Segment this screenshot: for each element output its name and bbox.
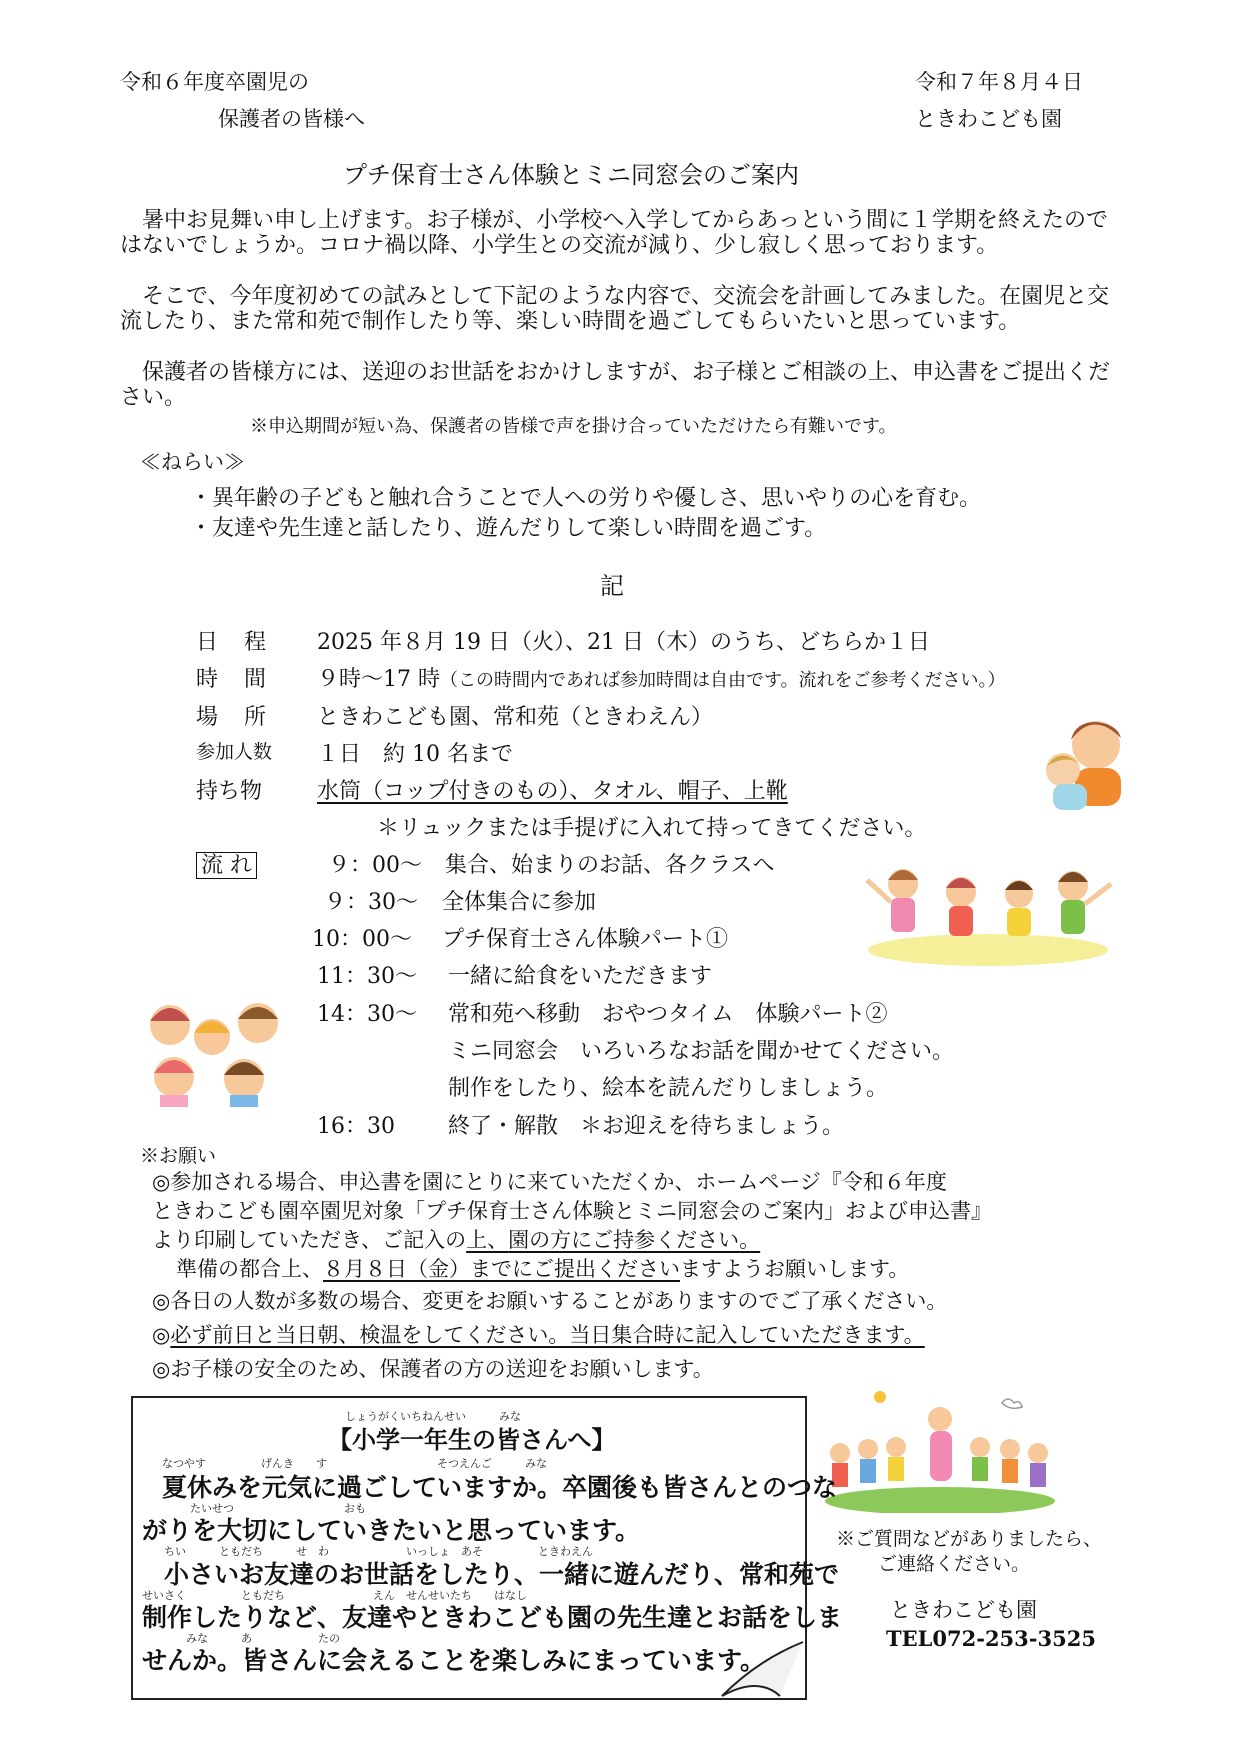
items-value: 水筒（コップ付きのもの）、タオル、帽子、上靴	[317, 779, 788, 804]
flow-label	[196, 848, 257, 879]
message-line3-ruby: ちい ともだち せ わ いっしょ あそ ときわえん	[164, 1545, 593, 1558]
flow-desc: プチ保育士さん体験パート①	[442, 927, 729, 952]
request-1-line4	[176, 1253, 909, 1283]
intro-note: ※申込期間が短い為、保護者の皆様で声を掛け合っていただけたら有難いです。	[250, 416, 897, 437]
request-1-line4-post: ますようお願いします。	[680, 1257, 910, 1281]
flow-time: 14：30～	[317, 1002, 417, 1027]
request-1-line2: ときわこども園卒園児対象「プチ保育士さん体験とミニ同窓会のご案内」および申込書』	[152, 1199, 992, 1223]
flow-desc: 一緒に給食をいただきます	[448, 964, 713, 989]
intro-paragraph-1: 暑中お見舞い申し上げます。お子様が、小学校へ入学してからあっという間に１学期を終えたのではないでしょうか。コロナ禍以降、小学生との交流が減り、少し寂しく思っております。	[120, 208, 1109, 258]
time-value	[317, 662, 1006, 693]
items-label: 持ち物	[196, 779, 263, 804]
request-2: ◎各日の人数が多数の場合、変更をお願いすることがありますのでご了承ください。	[152, 1289, 948, 1313]
place-value: ときわこども園、常和苑（ときわえん）	[317, 705, 714, 730]
flow-desc: 集合、始まりのお話、各クラスへ	[445, 853, 775, 878]
request-1-line3-pre: より印刷していただき、ご記入の	[152, 1228, 467, 1252]
flow-desc: 全体集合に参加	[442, 890, 597, 915]
request-3	[152, 1319, 925, 1349]
recipient-line2: 保護者の皆様へ	[218, 107, 365, 131]
contact-note-line1: ※ご質問などがありましたら、	[836, 1528, 1103, 1550]
count-label: 参加人数	[196, 741, 273, 763]
flow-desc: 常和苑へ移動 おやつタイム 体験パート②	[448, 1002, 888, 1027]
intro-paragraph-2: そこで、今年度初めての試みとして下記のような内容で、交流会を計画してみました。在園児と交流したり、また常和苑で制作したり等、楽しい時間を過ごしてもらいたいと思っています。	[120, 284, 1110, 334]
message-line2: がりを大切にしていきたいと思っています。	[142, 1516, 641, 1545]
flow-label-box: 流 れ	[196, 852, 257, 879]
flow-desc: 終了・解散 ＊お迎えを待ちましょう。	[448, 1114, 845, 1139]
ki-heading: 記	[600, 572, 624, 600]
message-line3: 小さいお友達のお世話をしたり、一緒に遊んだり、常和苑で	[164, 1560, 840, 1589]
children-faces-illustration	[140, 995, 300, 1110]
contact-phone: TEL072-253-3525	[886, 1626, 1096, 1651]
message-line5: せんか。皆さんに会えることを楽しみにまっています。	[142, 1646, 766, 1675]
request-1-line1: ◎参加される場合、申込書を園にとりに来ていただくか、ホームページ『令和６年度	[152, 1170, 947, 1194]
contact-name: ときわこども園	[890, 1598, 1037, 1622]
flow-time: 16：30	[317, 1114, 395, 1139]
flow-time: ９：00～	[328, 853, 422, 878]
request-1-line3	[152, 1224, 760, 1254]
count-value: １日 約 10 名まで	[317, 742, 513, 767]
message-line5-ruby: みな あ たの	[142, 1632, 340, 1645]
message-line1: 夏休みを元気に過ごしていますか。卒園後も皆さんとのつな	[162, 1473, 838, 1502]
contact-note-line2: ご連絡ください。	[878, 1553, 1031, 1575]
message-heading-ruby: しょうがくいちねんせい みな	[345, 1410, 521, 1423]
family-group-illustration	[820, 1383, 1060, 1513]
time-range: ９時～17 時	[317, 667, 440, 692]
flow-desc: 制作をしたり、絵本を読んだりしましょう。	[448, 1076, 889, 1101]
children-waving-illustration	[853, 850, 1123, 970]
issue-date: 令和７年８月４日	[915, 70, 1083, 94]
message-line2-ruby: たいせつ おも	[190, 1502, 366, 1515]
aims-heading: ≪ねらい≫	[140, 450, 245, 474]
message-line4: 制作したりなど、友達やときわこども園の先生達とお話をしま	[142, 1603, 843, 1632]
recipient-line1: 令和６年度卒園児の	[120, 70, 309, 94]
aim-item-2: ・友達や先生達と話したり、遊んだりして楽しい時間を過ごす。	[190, 516, 827, 541]
message-heading: 【小学一年生の皆さんへ】	[328, 1426, 616, 1454]
page-title: プチ保育士さん体験とミニ同窓会のご案内	[343, 161, 799, 189]
place-label: 場 所	[196, 705, 269, 730]
message-line1-ruby: なつやす げんき す そつえんご みな	[162, 1457, 547, 1470]
request-1-line4-pre: 準備の都合上、	[176, 1257, 323, 1281]
request-1-line3-u1: 上、	[466, 1228, 509, 1252]
sender-name: ときわこども園	[915, 107, 1062, 131]
items-note: ＊リュックまたは手提げに入れて持ってきてください。	[377, 816, 927, 841]
request-3-text: 必ず前日と当日朝、検温をしてください。当日集合時に記入していただきます。	[170, 1323, 925, 1347]
flow-time: 11：30～	[317, 964, 417, 989]
request-deadline: ８月８日（金）までにご提出ください	[323, 1257, 680, 1281]
mother-child-illustration	[1033, 710, 1133, 820]
requests-heading: ※お願い	[140, 1145, 217, 1167]
message-line4-ruby: せいさく ともだち えん せんせいたち はなし	[142, 1589, 527, 1602]
aim-item-1: ・異年齢の子どもと触れ合うことで人への労りや優しさ、思いやりの心を育む。	[190, 486, 982, 511]
time-label: 時 間	[196, 667, 269, 692]
flow-time: ９：30～	[324, 890, 418, 915]
request-3-mark: ◎	[152, 1323, 171, 1347]
time-note: （この時間内であれば参加時間は自由です。流れをご参考ください。）	[440, 670, 1006, 691]
schedule-value: 2025 年８月 19 日（火）、21 日（木）のうち、どちらか１日	[317, 630, 930, 655]
flow-desc: ミニ同窓会 いろいろなお話を聞かせてください。	[448, 1039, 955, 1064]
request-4: ◎お子様の安全のため、保護者の方の送迎をお願いします。	[152, 1357, 714, 1381]
intro-paragraph-3: 保護者の皆様方には、送迎のお世話をおかけしますが、お子様とご相談の上、申込書をご提出ください。	[120, 360, 1111, 410]
schedule-label: 日 程	[196, 630, 269, 655]
request-1-line3-u2: 園の方にご持参ください。	[508, 1228, 761, 1252]
flow-time: 10：00～	[312, 927, 412, 952]
